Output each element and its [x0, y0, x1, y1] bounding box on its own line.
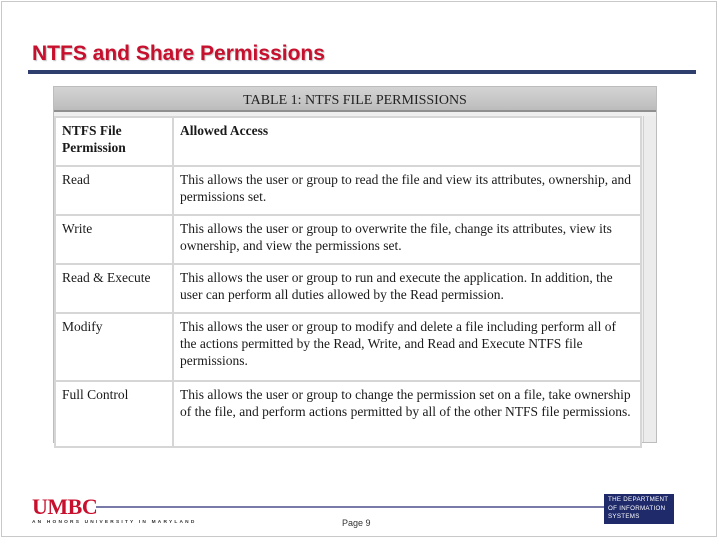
dept-logo-line: THE DEPARTMENT [608, 496, 669, 503]
header-allowed-access: Allowed Access [173, 117, 641, 166]
permissions-table [54, 116, 642, 448]
access-cell: This allows the user or group to read the file and view its attributes, ownership, and permissions set. [173, 166, 641, 215]
umbc-logo: UMBC [32, 494, 98, 519]
access-cell: This allows the user or group to run and execute the application. In addition, the user can perform all duties allowed by the Read permission. [173, 264, 641, 313]
page-number: Page 9 [342, 518, 371, 528]
footer-rule [96, 506, 626, 508]
permission-cell: Read & Execute [55, 264, 173, 313]
slide-title: NTFS and Share Permissions [32, 42, 325, 65]
table-row [55, 166, 641, 215]
dept-logo-line: OF INFORMATION [608, 504, 666, 512]
dept-logo-line: SYSTEMS [608, 513, 640, 520]
permission-cell: Modify [55, 313, 173, 381]
access-cell: This allows the user or group to change the permission set on a file, take ownership of the file, and perform actions permitted by all of the other NTFS file permissions. [173, 381, 641, 447]
table-caption: TABLE 1: NTFS FILE PERMISSIONS [54, 87, 656, 112]
permission-cell: Write [55, 215, 173, 264]
table-row [55, 215, 641, 264]
header-permission: NTFS File Permission [55, 117, 173, 166]
access-cell: This allows the user or group to overwrite the file, change its attributes, view its ownership, and view the permissions set. [173, 215, 641, 264]
permissions-table-image [53, 86, 657, 443]
title-rule [28, 70, 696, 74]
access-cell: This allows the user or group to modify and delete a file including perform all of the actions permitted by the Read, Write, and Read and Execute NTFS file permissions. [173, 313, 641, 381]
table-edge-strip [643, 116, 656, 442]
table-header-row [55, 117, 641, 166]
department-logo [604, 494, 674, 524]
permission-cell: Full Control [55, 381, 173, 447]
permission-cell: Read [55, 166, 173, 215]
table-row [55, 381, 641, 447]
table-row [55, 264, 641, 313]
table-row [55, 313, 641, 381]
umbc-tagline: AN HONORS UNIVERSITY IN MARYLAND [32, 520, 197, 525]
